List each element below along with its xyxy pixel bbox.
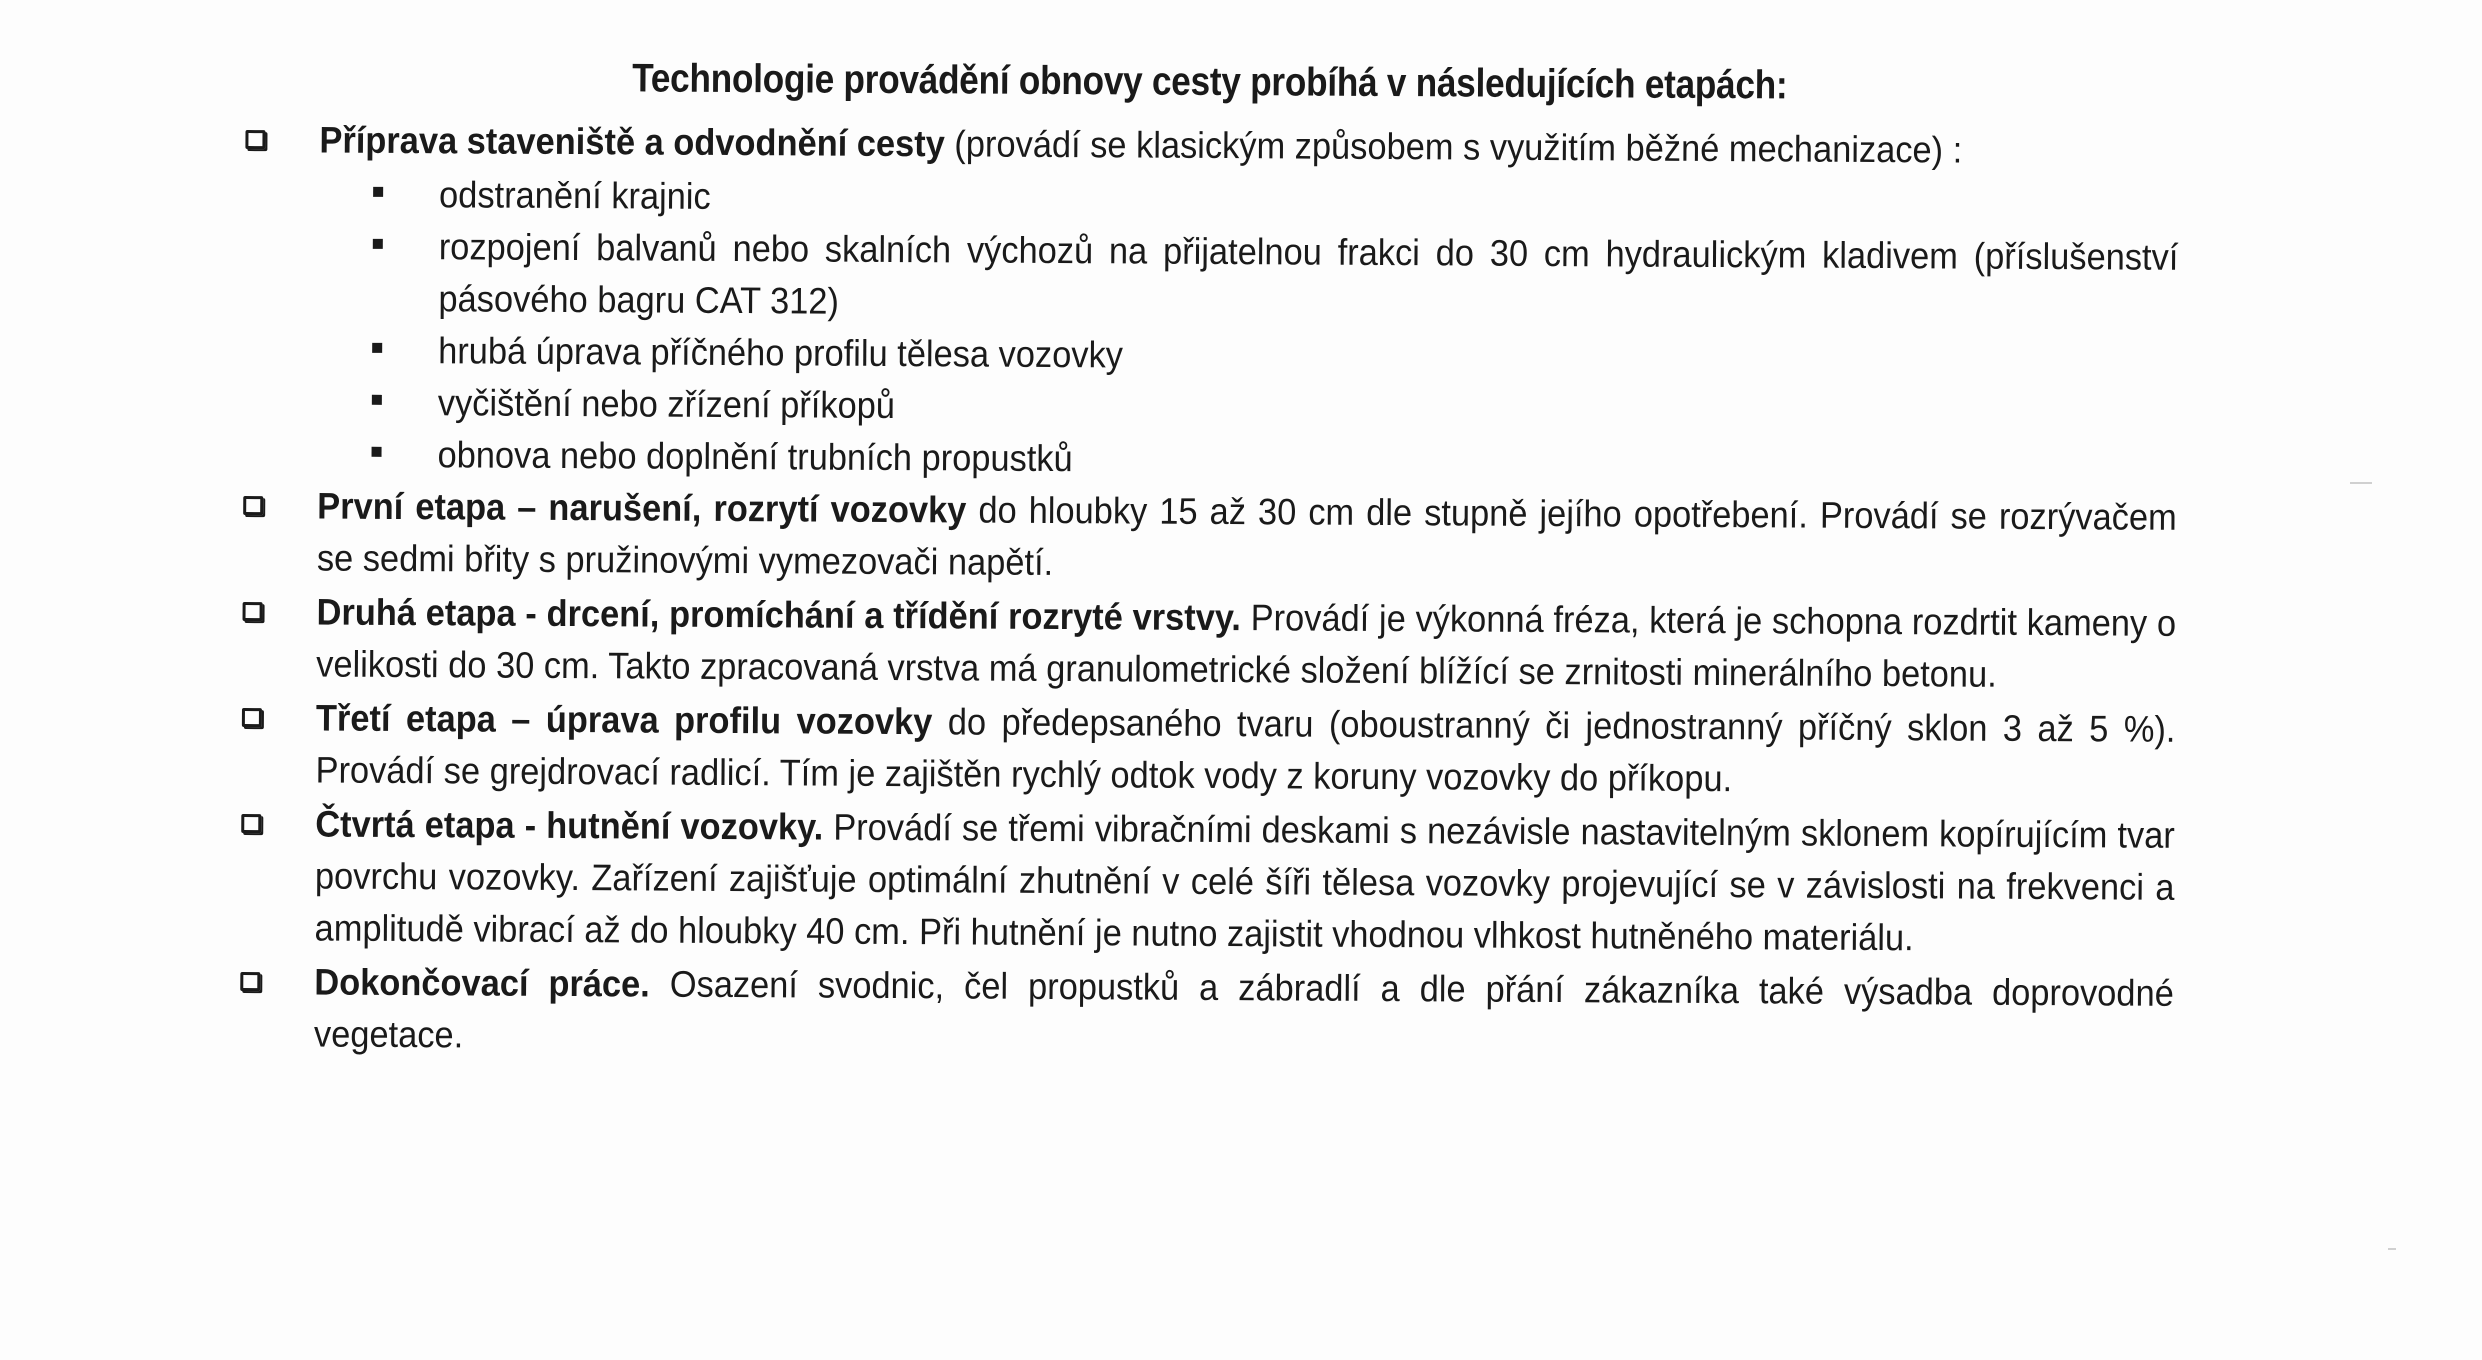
section-item	[234, 798, 2175, 966]
list-item-text: hrubá úprava příčného profilu tělesa vozovky	[438, 330, 1124, 376]
section-text	[319, 114, 2179, 177]
list-item-text: obnova nebo doplnění trubních propustků	[437, 434, 1073, 480]
section-item	[237, 480, 2178, 596]
section-heading: Dokončovací práce.	[314, 961, 650, 1005]
square-bullet-icon	[372, 395, 382, 405]
document-body	[234, 50, 2180, 1074]
section-text	[314, 956, 2174, 1071]
section-item	[236, 586, 2177, 702]
section-text	[316, 586, 2176, 701]
checkbox-bullet-icon	[242, 708, 262, 727]
page-title: Technologie provádění obnovy cesty probíhá v následujících etapách:	[632, 56, 1788, 108]
square-bullet-icon	[373, 239, 383, 249]
list-item-text: vyčištění nebo zřízení příkopů	[437, 382, 896, 427]
section-item	[239, 114, 2179, 178]
square-bullet-icon	[372, 343, 382, 353]
section-item	[235, 692, 2176, 808]
section-body: (provádí se klasickým způsobem s využitím běžné mechanizace) :	[944, 123, 1963, 171]
scan-speck	[2388, 1248, 2396, 1250]
section-text	[314, 798, 2174, 965]
section-body: Provádí se třemi vibračními deskami s nezávisle nastavitelným sklonem kopírujícím tvar povrchu vozovky. Zařízení zajišťuje optimální zhutnění v celé šíři tělesa vozovky projevující se v závislosti na frekvenci a amplitudě vibrací až do hloubky 40 cm. Při hutnění je nutno zajistit vhodnou vlhkost hutněného materiálu.	[314, 806, 2175, 959]
list-item-text: rozpojení balvanů nebo skalních výchozů na přijatelnou frakci do 30 cm hydraulickým kladivem (příslušenství pásového bagru CAT 312)	[438, 226, 2179, 322]
section-heading: Druhá etapa - drcení, promíchání a třídění rozryté vrstvy.	[316, 591, 1242, 639]
section-body: do hloubky 15 až 30 cm dle stupně jejího opotřebení. Provádí se rozrývačem se sedmi břity s pružinovými vymezovači napětí.	[316, 489, 2177, 583]
section-heading: První etapa – narušení, rozrytí vozovky	[317, 485, 967, 531]
checkbox-bullet-icon	[240, 972, 260, 991]
square-bullet-icon	[372, 447, 382, 457]
checkbox-bullet-icon	[241, 814, 261, 833]
section-body: Osazení svodnic, čel propustků a zábradlí a dle přání zákazníka také výsadba doprovodné vegetace.	[313, 963, 2174, 1056]
section-body: do předepsaného tvaru (oboustranný či jednostranný příčný sklon 3 až 5 %). Provádí se grejdrovací radlicí. Tím je zajištěn rychlý odtok vody z koruny vozovky do příkopu.	[315, 701, 2176, 800]
section-item	[234, 956, 2175, 1072]
checkbox-bullet-icon	[243, 496, 263, 515]
checkbox-bullet-icon	[245, 130, 265, 149]
square-bullet-icon	[373, 187, 383, 197]
list-item-text: odstranění krajnic	[438, 174, 711, 217]
sub-list	[237, 168, 2179, 492]
section-heading: Třetí etapa – úprava profilu vozovky	[315, 697, 933, 743]
section-heading: Příprava staveniště a odvodnění cesty	[319, 119, 945, 165]
scan-speck	[2350, 482, 2372, 484]
section-text	[315, 692, 2175, 807]
checkbox-bullet-icon	[243, 602, 263, 621]
section-heading: Čtvrtá etapa - hutnění vozovky.	[315, 803, 824, 848]
section-body: Provádí je výkonná fréza, která je schopna rozdrtit kameny o velikosti do 30 cm. Takto zpracovaná vrstva má granulometrické složení blížící se zrnitosti minerálního betonu.	[316, 597, 2177, 695]
list-item	[368, 221, 2179, 336]
section-text	[317, 480, 2177, 595]
